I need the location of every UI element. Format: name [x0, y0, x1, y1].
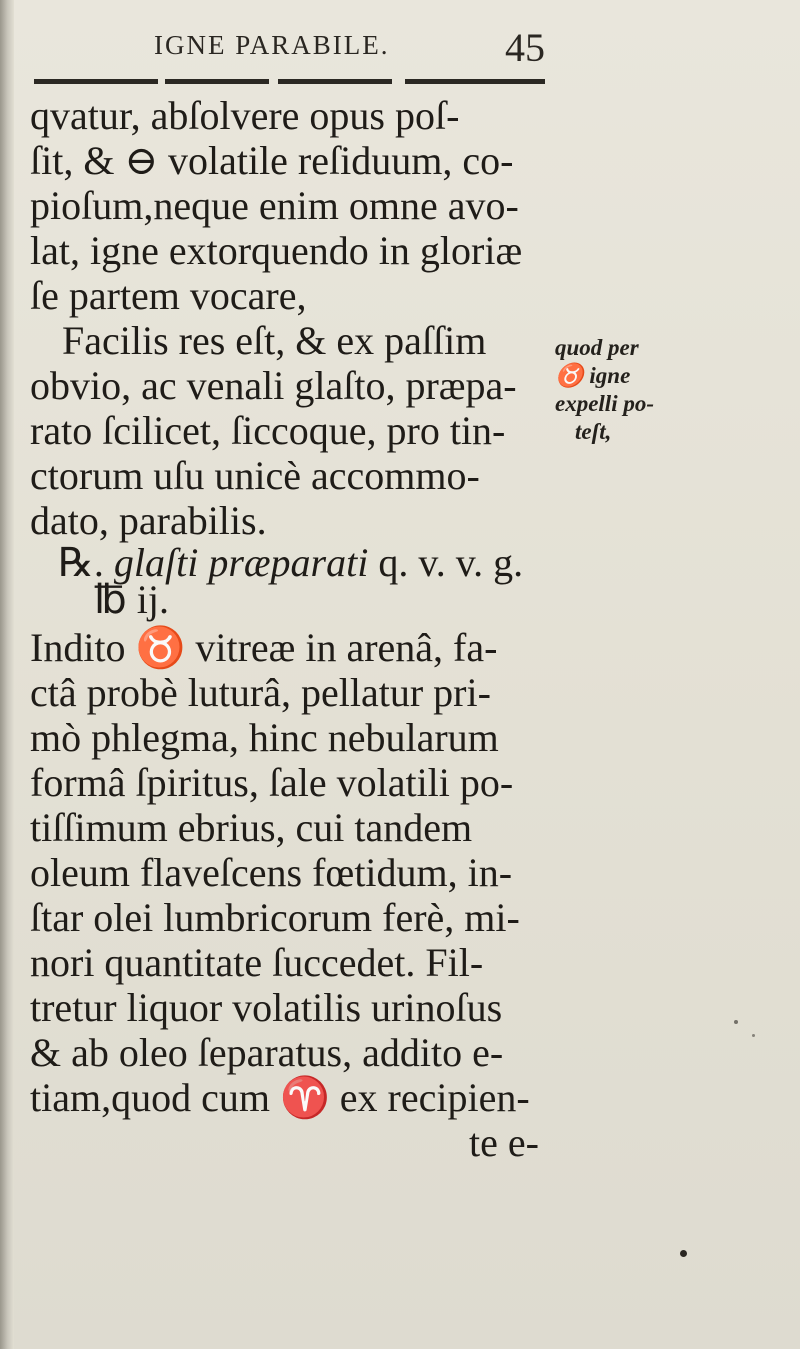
recipe-quantity: q. v. v. g. [378, 540, 524, 585]
ink-speck [734, 1020, 738, 1024]
header-rule [34, 79, 158, 84]
text-line: Facilis res eſt, & ex paſſim [62, 318, 487, 363]
text-line: nori quantitate ſuccedet. Fil- [30, 940, 484, 985]
text-line: formâ ſpiritus, ſale volatili po- [30, 760, 514, 805]
text-line: tiam,quod cum ♈ ex recipien- [30, 1075, 530, 1120]
text-line: oleum flaveſcens fœtidum, in- [30, 850, 513, 895]
text-line: tretur liquor volatilis urinoſus [30, 985, 503, 1030]
page-gutter-shadow [0, 0, 14, 1349]
header-rule [405, 79, 545, 84]
text-line: ſtar olei lumbricorum ferè, mi- [30, 895, 520, 940]
ink-speck [680, 1250, 687, 1257]
text-line: rato ſcilicet, ſiccoque, pro tin- [30, 408, 506, 453]
text-line: ctâ probè luturâ, pellatur pri- [30, 670, 491, 715]
margin-note-line: quod per [555, 335, 639, 360]
margin-note-line: teſt, [575, 419, 612, 444]
text-line: lat, igne extorquendo in gloriæ [30, 228, 523, 273]
margin-note-line: ♉ igne [555, 363, 631, 388]
page-number: 45 [505, 25, 545, 70]
text-line: ſit, & ⊖ volatile reſiduum, co- [30, 138, 514, 183]
text-line: tiſſimum ebrius, cui tandem [30, 805, 473, 850]
text-line: dato, parabilis. [30, 498, 267, 543]
margin-note-line: expelli po- [555, 391, 654, 416]
text-line: & ab oleo ſeparatus, addito e- [30, 1030, 504, 1075]
text-line: obvio, ac venali glaſto, præpa- [30, 363, 517, 408]
catchword: te e- [469, 1120, 539, 1165]
text-line: Indito ♉ vitreæ in arenâ, fa- [30, 625, 498, 670]
text-line: ſe partem vocare, [30, 273, 307, 318]
recipe-weight: ℔ ij. [94, 577, 169, 622]
recipe-symbol: ℞. [58, 540, 104, 585]
text-line: ctorum uſu unicè accommo- [30, 453, 480, 498]
text-line: qvatur, abſolvere opus poſ- [30, 93, 460, 138]
text-line: mò phlegma, hinc nebularum [30, 715, 499, 760]
header-rule [278, 79, 392, 84]
text-line: pioſum,neque enim omne avo- [30, 183, 519, 228]
running-title: IGNE PARABILE. [154, 30, 390, 60]
ink-speck [752, 1034, 755, 1037]
recipe-ingredient: glaſti præparati [113, 540, 369, 585]
header-rule [165, 79, 269, 84]
